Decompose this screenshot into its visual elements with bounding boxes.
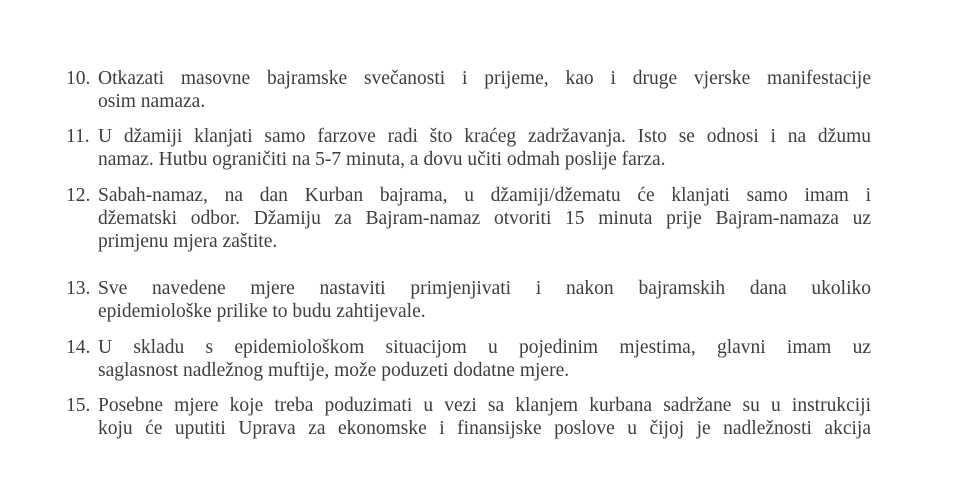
list-item-text: koju će uputiti Uprava za ekonomske i finansijske poslove u čijoj je nadležnosti akcija xyxy=(98,418,871,440)
list-item-line xyxy=(66,300,871,323)
list-item-line xyxy=(66,184,871,207)
list-item-number: 15. xyxy=(66,395,91,416)
list-item-text: džematski odbor. Džamiju za Bajram-namaz otvoriti 15 minuta prije Bajram-namaza uz xyxy=(98,208,871,230)
list-item-line xyxy=(66,359,871,382)
list-item-line xyxy=(66,417,871,440)
list-item-text: U džamiji klanjati samo farzove radi što kraćeg zadržavanja. Isto se odnosi i na džumu xyxy=(98,126,871,147)
list-item-line xyxy=(66,336,871,359)
list-item-line xyxy=(66,148,871,171)
list-item-line xyxy=(66,394,871,417)
list-item-15 xyxy=(66,394,871,440)
list-item-text: Sve navedene mjere nastaviti primjenjivati i nakon bajramskih dana ukoliko xyxy=(98,278,871,299)
list-item-text: Otkazati masovne bajramske svečanosti i prijeme, kao i druge vjerske manifestacije xyxy=(98,68,871,89)
list-item-line xyxy=(66,230,871,253)
list-item-text: primjenu mjera zaštite. xyxy=(98,231,278,253)
list-item-line xyxy=(66,207,871,230)
list-item-11 xyxy=(66,125,871,171)
list-item-text: saglasnost nadležnog muftije, može poduzeti dodatne mjere. xyxy=(98,360,570,382)
list-item-number: 10. xyxy=(66,68,91,89)
list-item-text: U skladu s epidemiološkom situacijom u pojedinim mjestima, glavni imam uz xyxy=(98,337,871,358)
list-item-text: namaz. Hutbu ograničiti na 5-7 minuta, a dovu učiti odmah poslije farza. xyxy=(98,149,666,171)
list-item-text: Sabah-namaz, na dan Kurban bajrama, u džamiji/džematu će klanjati samo imam i xyxy=(98,185,871,206)
list-item-text: Posebne mjere koje treba poduzimati u vezi sa klanjem kurbana sadržane su u instrukciji xyxy=(98,395,871,416)
list-item-13 xyxy=(66,277,871,323)
list-item-text: osim namaza. xyxy=(98,91,206,113)
list-item-line xyxy=(66,125,871,148)
list-item-line xyxy=(66,67,871,90)
list-item-12 xyxy=(66,184,871,254)
list-item-number: 12. xyxy=(66,185,91,206)
list-item-text: epidemiološke prilike to budu zahtijevale. xyxy=(98,301,426,323)
list-item-number: 11. xyxy=(66,126,90,147)
list-item-line xyxy=(66,90,871,113)
list-item-10 xyxy=(66,67,871,113)
list-item-number: 13. xyxy=(66,278,91,299)
list-item-line xyxy=(66,277,871,300)
list-item-number: 14. xyxy=(66,337,91,358)
list-item-14 xyxy=(66,336,871,382)
